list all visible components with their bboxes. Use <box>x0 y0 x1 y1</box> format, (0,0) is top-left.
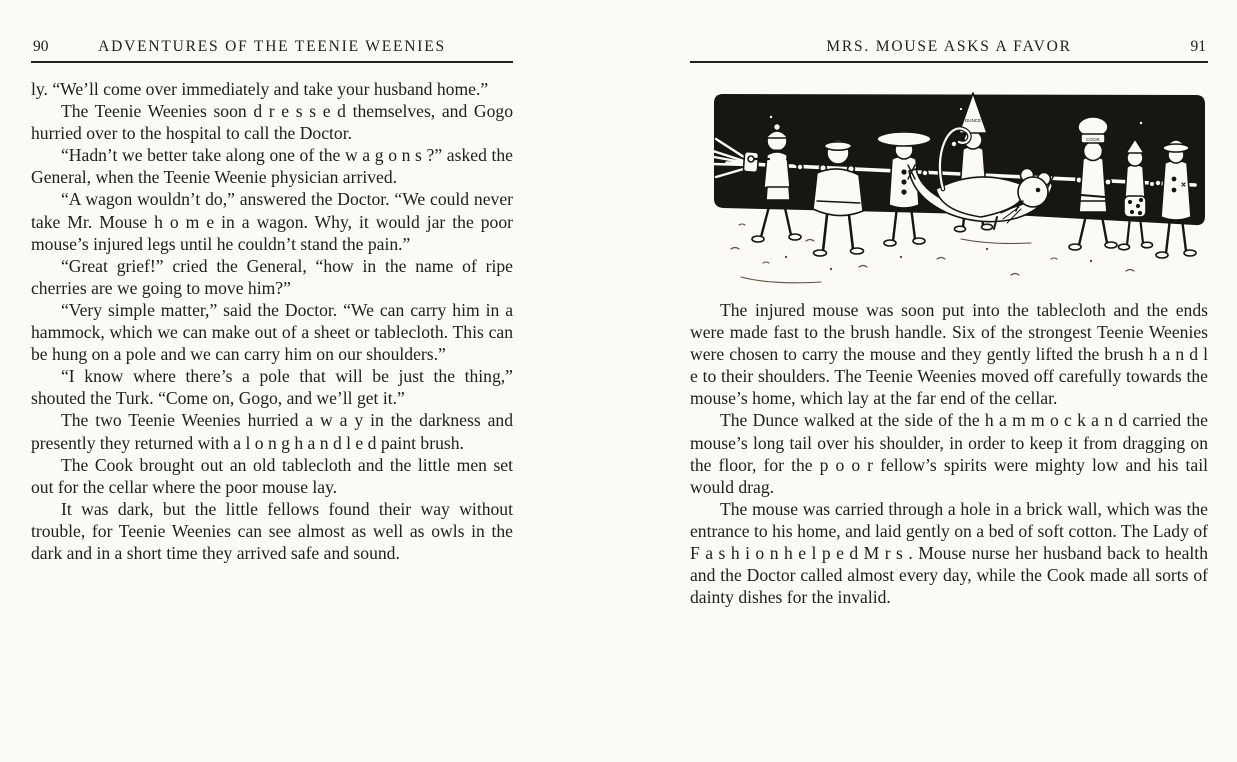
illustration-teenie-weenies-carrying-mouse <box>711 89 1208 290</box>
paragraph: The two Teenie Weenies hurried a w a y in the darkness and presently they returned with a l o n g h a n d l e d paint brush. <box>31 410 513 453</box>
right-running-header <box>690 36 1208 63</box>
right-running-head-title: MRS. MOUSE ASKS A FAVOR <box>826 38 1072 55</box>
right-body-text <box>690 299 1208 608</box>
left-running-head-title: ADVENTURES OF THE TEENIE WEENIES <box>98 38 446 55</box>
paragraph: “Hadn’t we better take along one of the w a g o n s ?” asked the General, when the Teenie Weenie physician arrived. <box>31 145 513 188</box>
paragraph: The injured mouse was soon put into the tablecloth and the ends were made fast to the brush handle. Six of the strongest Teenie Weenies were chosen to carry the mouse and they gently lifted the brush h a n d l e to their shoulders. The Teenie Weenies moved off carefully towards the mouse’s home, which lay at the far end of the cellar. <box>690 300 1208 409</box>
cook-hat-label: COOK <box>1086 137 1100 142</box>
right-page-number: 91 <box>1190 38 1206 55</box>
paragraph: “I know where there’s a pole that will be just the thing,” shouted the Turk. “Come on, Gogo, and we’ll get it.” <box>31 366 513 409</box>
paragraph: The Dunce walked at the side of the h a m m o c k a n d carried the mouse’s long tail over his shoulder, in order to keep it from dragging on the floor, for the p o o r fellow’s spirits were mighty low and his tail would drag. <box>690 410 1208 497</box>
dunce-hat-label: DUNCE <box>964 118 982 123</box>
left-page-number: 90 <box>33 38 49 55</box>
paragraph: The Teenie Weenies soon d r e s s e d themselves, and Gogo hurried over to the hospital to call the Doctor. <box>31 101 513 144</box>
left-body-text <box>31 78 513 564</box>
paragraph: The mouse was carried through a hole in a brick wall, which was the entrance to his home, and laid gently on a bed of soft cotton. The Lady of F a s h i o n h e l p e d M r s . Mouse nurse her husband back to health and the Doctor called almost every day, while the Cook made all sorts of dainty dishes for the invalid. <box>690 498 1208 608</box>
paragraph: It was dark, but the little fellows found their way without trouble, for Teenie Weenies can see almost as well as owls in the dark and in a short time they arrived safe and sound. <box>31 498 513 563</box>
paragraph: “Very simple matter,” said the Doctor. “We can carry him in a hammock, which we can make out of a sheet or tablecloth. This can be hung on a pole and we can carry him on our shoulders.” <box>31 299 513 365</box>
page-right <box>690 36 1208 608</box>
paragraph: ly. “We’ll come over immediately and take your husband home.” <box>31 79 489 99</box>
page-left <box>31 36 513 564</box>
left-running-header <box>31 36 513 63</box>
paragraph: The Cook brought out an old tablecloth and the little men set out for the cellar where the poor mouse lay. <box>31 454 513 497</box>
paragraph: “A wagon wouldn’t do,” answered the Doctor. “We could never take Mr. Mouse h o m e in a wagon. Why, it would jar the poor mouse’s injured legs until he couldn’t stand the pain.” <box>31 189 513 254</box>
paragraph: “Great grief!” cried the General, “how in the name of ripe cherries are we going to move him?” <box>31 255 513 298</box>
